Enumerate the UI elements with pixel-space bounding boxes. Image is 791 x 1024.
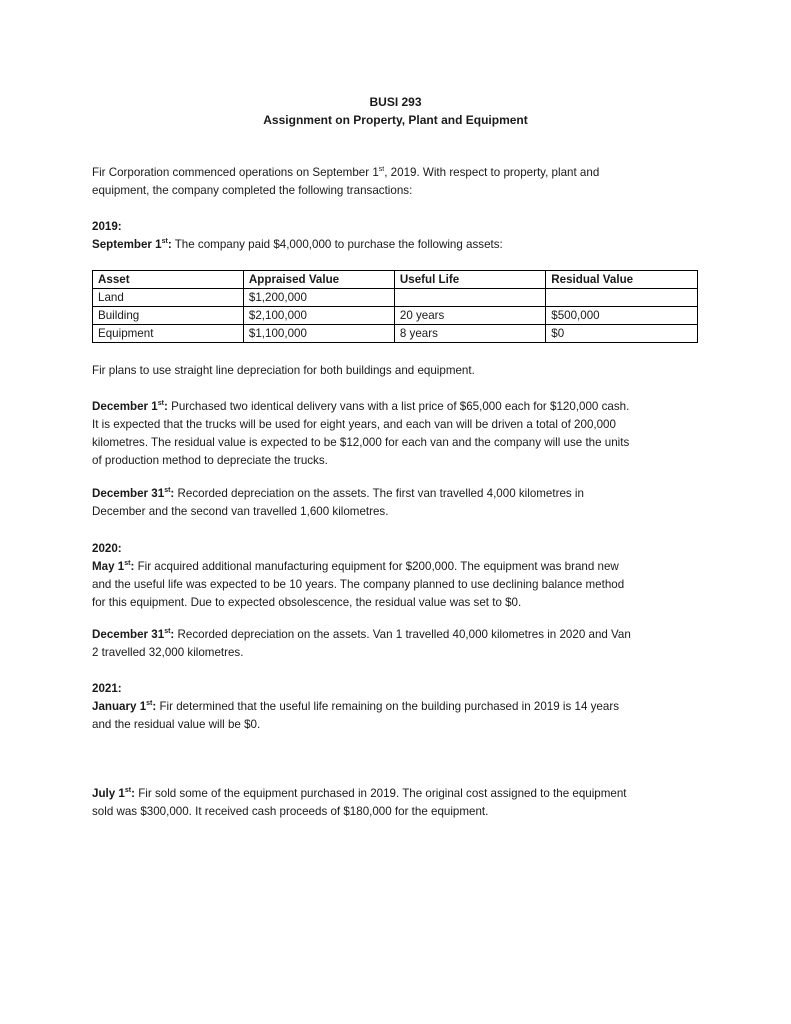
year-2019-section — [92, 218, 702, 254]
december-1-entry: December 1st: Purchased two identical delivery vans with a list price of $65,000 each for $120,000 cash. It is expected that the trucks will be used for eight years, and each van will be driven a total of 200,000 kilometres. The residual value is expected to be $12,000 for each van and the company will use the units of production method to depreciate the trucks. — [92, 400, 630, 467]
intro-paragraph: Fir Corporation commenced operations on September 1st, 2019. With respect to property, plant and equipment, the company completed the following transactions: — [92, 166, 600, 197]
table-cell: $0 — [546, 325, 698, 343]
may-1-entry: May 1st: Fir acquired additional manufacturing equipment for $200,000. The equipment was brand new — [92, 560, 619, 573]
july-1-entry: July 1st: Fir sold some of the equipment purchased in 2019. The original cost assigned to the equipment sold was $300,000. It received cash proceeds of $180,000 for the equipment. — [92, 787, 627, 818]
year-2021-label: 2021: — [92, 682, 122, 695]
table-header-cell: Asset — [93, 271, 244, 289]
table-cell: $1,200,000 — [243, 289, 394, 307]
table-row — [93, 325, 698, 343]
table-header-cell: Useful Life — [394, 271, 545, 289]
table-header-cell: Residual Value — [546, 271, 698, 289]
table-header-row — [93, 271, 698, 289]
year-2019-label: 2019: — [92, 220, 122, 233]
table-cell: $2,100,000 — [243, 307, 394, 325]
assets-table — [92, 270, 698, 343]
table-cell: Equipment — [93, 325, 244, 343]
january-1-entry: January 1st: Fir determined that the useful life remaining on the building purchased in 2019 is 14 years — [92, 700, 619, 713]
table-row — [93, 307, 698, 325]
depreciation-plan-note: Fir plans to use straight line depreciation for both buildings and equipment. — [92, 364, 475, 377]
table-cell — [546, 289, 698, 307]
table-row — [93, 289, 698, 307]
year-2021-section: 2021: January 1st: Fir determined that the useful life remaining on the building purchased in 2019 is 14 years and the residual value will be $0. — [92, 680, 702, 734]
year-2020-label: 2020: — [92, 542, 122, 555]
table-cell: $500,000 — [546, 307, 698, 325]
table-cell — [394, 289, 545, 307]
assignment-title: Assignment on Property, Plant and Equipment — [263, 113, 528, 127]
course-code: BUSI 293 — [369, 95, 422, 109]
december-31-2019-entry: December 31st: Recorded depreciation on the assets. The first van travelled 4,000 kilometres in December and the second van travelled 1,600 kilometres. — [92, 487, 584, 518]
table-cell: 8 years — [394, 325, 545, 343]
table-cell: Land — [93, 289, 244, 307]
table-header-cell: Appraised Value — [243, 271, 394, 289]
year-2020-section: 2020: May 1st: Fir acquired additional manufacturing equipment for $200,000. The equipment was brand new and the useful life was expected to be 10 years. The company planned to use declining balance method for this equipment. Due to expected obsolescence, the residual value was set to $0. — [92, 540, 702, 612]
table-cell: $1,100,000 — [243, 325, 394, 343]
december-31-2020-entry: December 31st: Recorded depreciation on the assets. Van 1 travelled 40,000 kilometres in 2020 and Van 2 travelled 32,000 kilometres. — [92, 628, 631, 659]
september-1-entry: September 1st: The company paid $4,000,000 to purchase the following assets: — [92, 238, 503, 251]
table-cell: Building — [93, 307, 244, 325]
table-cell: 20 years — [394, 307, 545, 325]
